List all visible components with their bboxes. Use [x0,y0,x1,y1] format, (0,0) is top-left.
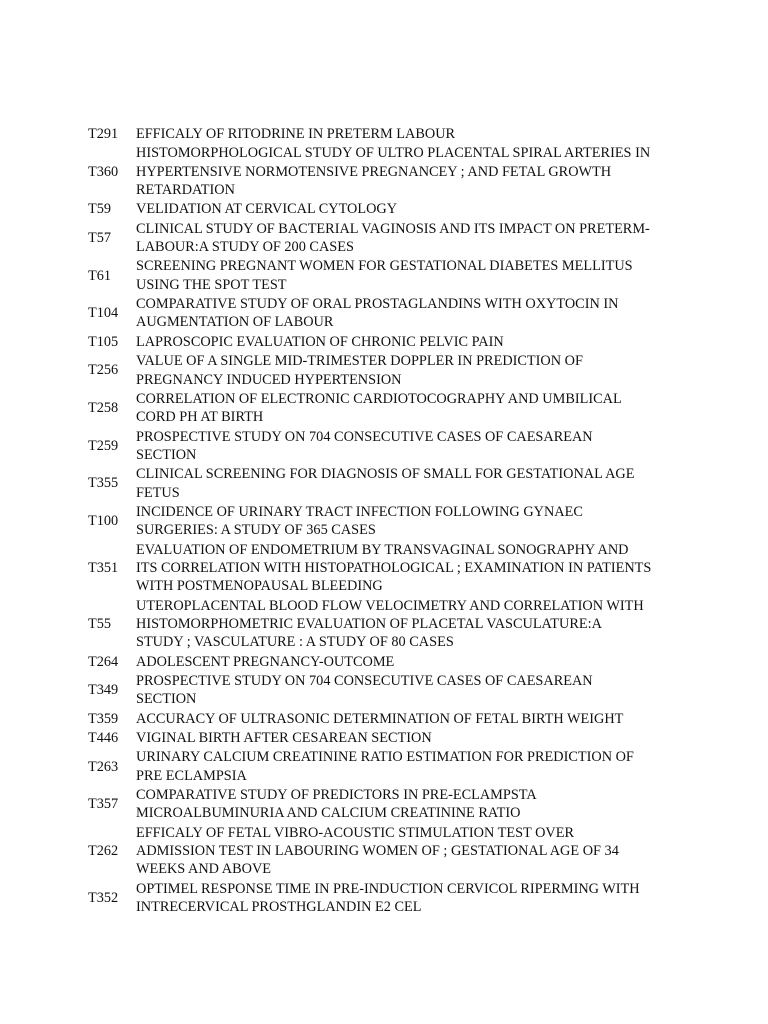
list-item [0,220,768,257]
entry-title: OPTIMEL RESPONSE TIME IN PRE-INDUCTION CERVICOL RIPERMING WITH INTRECERVICAL PROSTHGLANDIN E2 CEL [136,880,640,916]
entry-code: T446 [88,730,119,747]
entry-code: T357 [88,796,119,813]
entry-code: T352 [88,889,119,906]
list-item [0,824,768,879]
list-item [0,333,768,351]
list-item [0,541,768,596]
entry-title: CLINICAL STUDY OF BACTERIAL VAGINOSIS AND ITS IMPACT ON PRETERM- LABOUR:A STUDY OF 200 CASES [136,220,650,256]
entry-code: T59 [88,201,112,218]
entry-code: T100 [88,513,119,530]
entry-title: INCIDENCE OF URINARY TRACT INFECTION FOLLOWING GYNAEC SURGERIES: A STUDY OF 365 CASES [136,503,583,539]
entry-code: T61 [88,267,112,284]
entry-title: VELIDATION AT CERVICAL CYTOLOGY [136,201,398,218]
list-item [0,352,768,389]
entry-title: VIGINAL BIRTH AFTER CESAREAN SECTION [136,730,432,747]
list-item [0,748,768,785]
entry-title: PROSPECTIVE STUDY ON 704 CONSECUTIVE CASES OF CAESAREAN SECTION [136,428,593,463]
entry-title: SCREENING PREGNANT WOMEN FOR GESTATIONAL DIABETES MELLITUS USING THE SPOT TEST [136,258,633,293]
entry-code: T355 [88,475,119,492]
entry-code: T359 [88,710,119,727]
entry-code: T105 [88,333,119,350]
entry-code: T262 [88,843,119,860]
entry-code: T263 [88,758,119,775]
list-item [0,880,768,917]
entry-code: T104 [88,305,119,322]
list-item [0,144,768,199]
entry-title: COMPARATIVE STUDY OF PREDICTORS IN PRE-ECLAMPSTA MICROALBUMINURIA AND CALCIUM CREATININE RATIO [136,787,537,822]
entry-title: COMPARATIVE STUDY OF ORAL PROSTAGLANDINS WITH OXYTOCIN IN AUGMENTATION OF LABOUR [136,296,619,331]
entry-title: VALUE OF A SINGLE MID-TRIMESTER DOPPLER IN PREDICTION OF PREGNANCY INDUCED HYPERTENSION [136,353,583,388]
entry-code: T256 [88,362,119,379]
list-item [0,465,768,502]
entry-code: T360 [88,163,119,180]
list-item [0,786,768,823]
list-item [0,503,768,540]
entry-code: T57 [88,229,112,246]
entry-title: CORRELATION OF ELECTRONIC CARDIOTOCOGRAPHY AND UMBILICAL CORD PH AT BIRTH [136,390,622,426]
entry-code: T349 [88,682,119,699]
entry-title: ADOLESCENT PREGNANCY-OUTCOME [136,653,395,670]
entry-code: T291 [88,126,119,142]
entry-code: T264 [88,653,119,670]
list-item [0,672,768,709]
list-item [0,710,768,728]
list-item [0,257,768,294]
entry-title: CLINICAL SCREENING FOR DIAGNOSIS OF SMALL FOR GESTATIONAL AGE FETUS [136,466,635,501]
list-item [0,653,768,671]
entry-title: ACCURACY OF ULTRASONIC DETERMINATION OF FETAL BIRTH WEIGHT [136,710,624,727]
entry-title: LAPROSCOPIC EVALUATION OF CHRONIC PELVIC PAIN [136,333,504,350]
list-item [0,200,768,218]
list-item [0,597,768,652]
entry-title: EVALUATION OF ENDOMETRIUM BY TRANSVAGINAL SONOGRAPHY AND ITS CORRELATION WITH HISTOPATHOLOGICAL ; EXAMINATION IN PATIENTS WITH POSTMENOPAUSAL BLEEDING [136,541,652,595]
list-item [0,428,768,465]
entry-title: PROSPECTIVE STUDY ON 704 CONSECUTIVE CASES OF CAESAREAN SECTION [136,673,593,708]
list-item [0,125,768,143]
entry-code: T258 [88,400,119,417]
list-item [0,295,768,332]
entry-title: EFFICALY OF FETAL VIBRO-ACOUSTIC STIMULATION TEST OVER ADMISSION TEST IN LABOURING WOMEN OF ; GESTATIONAL AGE OF 34 WEEKS AND ABOVE [136,824,619,878]
entry-title: URINARY CALCIUM CREATININE RATIO ESTIMATION FOR PREDICTION OF PRE ECLAMPSIA [136,749,634,784]
entry-code: T55 [88,615,112,632]
thesis-list [0,125,768,918]
entry-title: HISTOMORPHOLOGICAL STUDY OF ULTRO PLACENTAL SPIRAL ARTERIES IN HYPERTENSIVE NORMOTENSIVE PREGNANCEY ; AND FETAL GROWTH RETARDATION [136,145,651,198]
entry-title: UTEROPLACENTAL BLOOD FLOW VELOCIMETRY AND CORRELATION WITH HISTOMORPHOMETRIC EVALUATION OF PLACETAL VASCULATURE:A STUDY ; VASCULATURE : A STUDY OF 80 CASES [136,597,644,651]
entry-code: T259 [88,437,119,454]
entry-title: EFFICALY OF RITODRINE IN PRETERM LABOUR [136,126,456,142]
list-item [0,390,768,427]
list-item [0,729,768,747]
entry-code: T351 [88,559,119,576]
